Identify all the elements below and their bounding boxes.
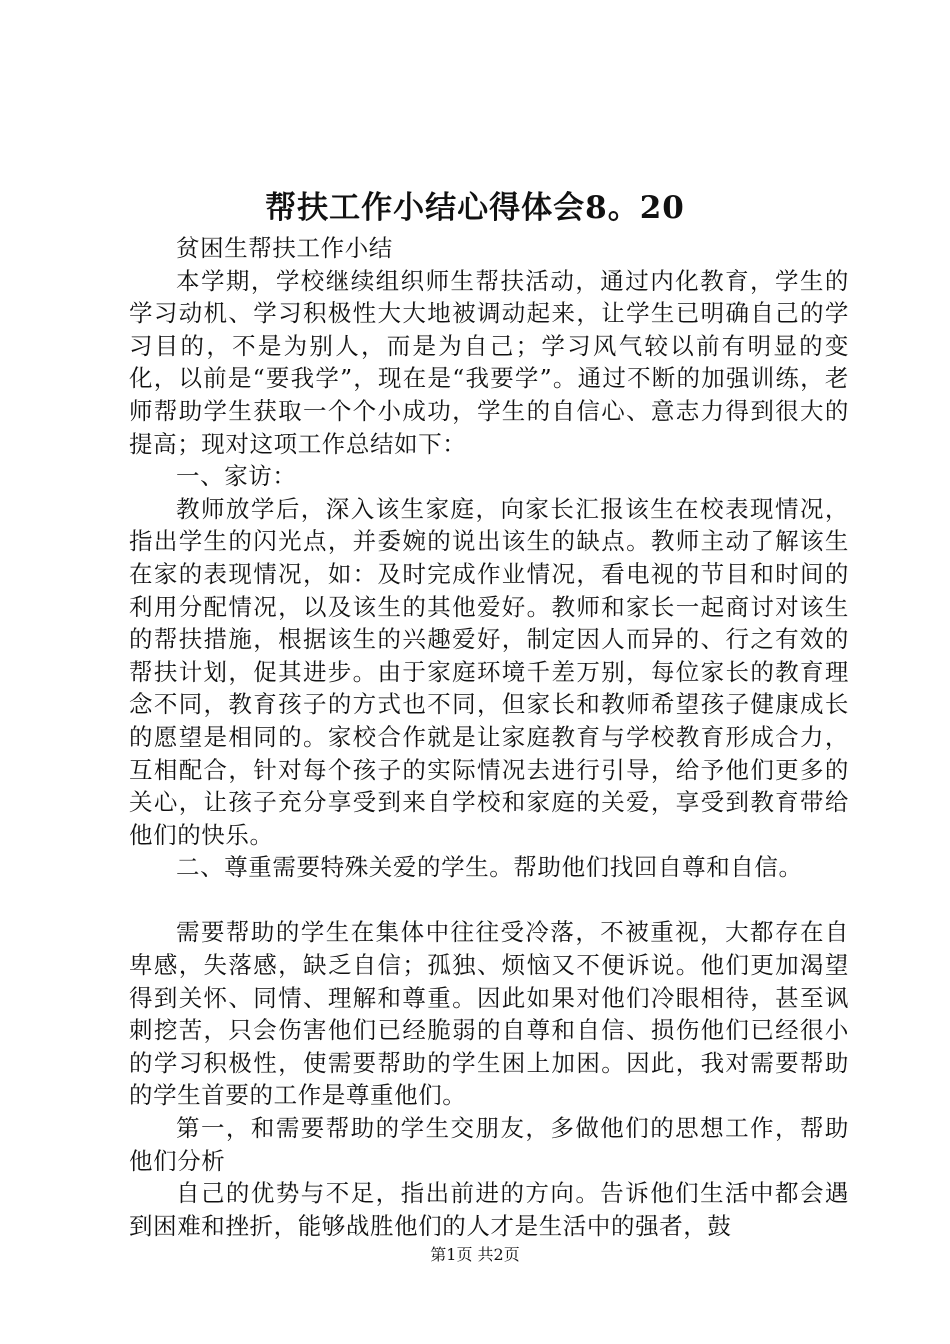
paragraph-subtitle: 贫困生帮扶工作小结 (176, 234, 393, 262)
paragraph-heading-respect: 二、尊重需要特殊关爱的学生。帮助他们找回自尊和自信。 (176, 853, 803, 882)
document-body (129, 232, 849, 1242)
document-title: 帮扶工作小结心得体会8。20 (265, 190, 685, 226)
paragraph-first-point: 第一，和需要帮助的学生交朋友，多做他们的思想工作，帮助他们分析 (129, 1114, 849, 1175)
paragraph-home-visit: 教师放学后，深入该生家庭，向家长汇报该生在校表现情况，指出学生的闪光点，并委婉的说出该生的缺点。教师主动了解该生在家的表现情况，如：及时完成作业情况，看电视的节目和时间的利用分配情况，以及该生的其他爱好。教师和家长一起商讨对该生的帮扶措施，根据该生的兴趣爱好，制定因人而异的、行之有效的帮扶计划，促其进步。由于家庭环境千差万别，每位家长的教育理念不同，教育孩子的方式也不同，但家长和教师希望孩子健康成长的愿望是相同的。家校合作就是让家庭教育与学校教育形成合力，互相配合，针对每个孩子的实际情况去进行引导，给予他们更多的关心，让孩子充分享受到来自学校和家庭的关爱，享受到教育带给他们的快乐。 (129, 494, 849, 849)
paragraph-heading-home-visit: 一、家访： (176, 462, 297, 491)
paragraph-spacer (129, 884, 849, 917)
paragraph-continuation: 自己的优势与不足，指出前进的方向。告诉他们生活中都会遇到困难和挫折，能够战胜他们的人才是生活中的强者，鼓 (129, 1179, 849, 1240)
paragraph-respect: 需要帮助的学生在集体中往往受冷落，不被重视，大都存在自卑感，失落感，缺乏自信；孤独、烦恼又不便诉说。他们更加渴望得到关怀、同情、理解和尊重。因此如果对他们冷眼相待，甚至讽刺挖苦，只会伤害他们已经脆弱的自尊和自信、损伤他们已经很小的学习积极性，使需要帮助的学生困上加困。因此，我对需要帮助的学生首要的工作是尊重他们。 (129, 918, 849, 1110)
page-footer: 第1页 共2页 (430, 1245, 520, 1264)
paragraph-intro: 本学期，学校继续组织师生帮扶活动，通过内化教育，学生的学习动机、学习积极性大大地被调动起来，让学生已明确自己的学习目的，不是为别人，而是为自己；学习风气较以前有明显的变化，以前是“要我学”，现在是“我要学”。通过不断的加强训练，老师帮助学生获取一个个小成功，学生的自信心、意志力得到很大的提高；现对这项工作总结如下： (129, 266, 849, 458)
